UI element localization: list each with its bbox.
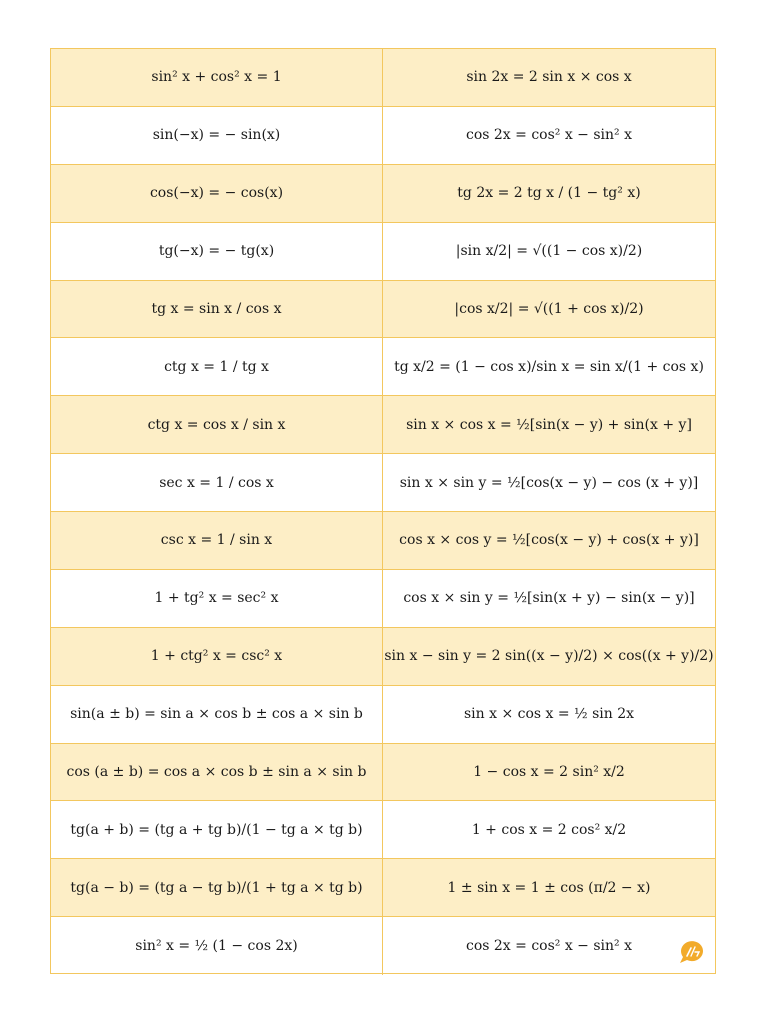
formula-right: 1 ± sin x = 1 ± cos (π/2 − x) — [447, 879, 651, 896]
formula-right: sin x − sin y = 2 sin((x − y)/2) × cos((x + y)/2) — [384, 648, 714, 665]
formula-right: |cos x/2| = √((1 + cos x)/2) — [454, 300, 644, 317]
formula-right: |sin x/2| = √((1 − cos x)/2) — [455, 243, 643, 260]
formula-row — [51, 570, 715, 628]
formula-row — [51, 281, 715, 339]
formula-left: tg x = sin x / cos x — [51, 281, 383, 338]
formula-left: sec x = 1 / cos x — [51, 454, 383, 511]
formula-right: sin 2x = 2 sin x × cos x — [466, 69, 632, 86]
formula-left: 1 + tg² x = sec² x — [51, 570, 383, 627]
formula-row — [51, 107, 715, 165]
formula-row — [51, 686, 715, 744]
formula-row — [51, 628, 715, 686]
formula-table — [50, 48, 716, 974]
formula-row — [51, 801, 715, 859]
formula-right: tg x/2 = (1 − cos x)/sin x = sin x/(1 + cos x) — [394, 358, 704, 375]
formula-right: cos 2x = cos² x − sin² x — [465, 938, 633, 955]
formula-right: 1 + cos x = 2 cos² x/2 — [471, 821, 627, 838]
formula-row — [51, 49, 715, 107]
formula-row — [51, 165, 715, 223]
formula-right: sin x × cos x = ½[sin(x − y) + sin(x + y] — [406, 416, 692, 433]
formula-row — [51, 859, 715, 917]
formula-left: sin² x + cos² x = 1 — [51, 49, 383, 106]
formula-right: cos 2x = cos² x − sin² x — [465, 127, 633, 144]
formula-left: ctg x = cos x / sin x — [51, 396, 383, 453]
formula-left: tg(−x) = − tg(x) — [51, 223, 383, 280]
formula-row — [51, 454, 715, 512]
brand-logo-icon — [678, 940, 707, 964]
formula-right: sin x × sin y = ½[cos(x − y) − cos (x + y)] — [399, 474, 699, 491]
formula-right: cos x × cos y = ½[cos(x − y) + cos(x + y)] — [399, 532, 699, 549]
formula-row — [51, 396, 715, 454]
formula-left: sin² x = ½ (1 − cos 2x) — [51, 917, 383, 975]
formula-right: 1 − cos x = 2 sin² x/2 — [473, 763, 625, 780]
formula-left: sin(a ± b) = sin a × cos b ± cos a × sin b — [51, 686, 383, 743]
formula-row — [51, 744, 715, 802]
formula-row — [51, 512, 715, 570]
formula-right: cos x × sin y = ½[sin(x + y) − sin(x − y)] — [403, 590, 695, 607]
formula-left: cos(−x) = − cos(x) — [51, 165, 383, 222]
formula-right: tg 2x = 2 tg x / (1 − tg² x) — [457, 185, 641, 202]
formula-left: 1 + ctg² x = csc² x — [51, 628, 383, 685]
formula-row — [51, 223, 715, 281]
formula-left: sin(−x) = − sin(x) — [51, 107, 383, 164]
formula-left: tg(a + b) = (tg a + tg b)/(1 − tg a × tg b) — [51, 801, 383, 858]
formula-row — [51, 917, 715, 975]
formula-left: tg(a − b) = (tg a − tg b)/(1 + tg a × tg b) — [51, 859, 383, 916]
formula-left: ctg x = 1 / tg x — [51, 338, 383, 395]
formula-row — [51, 338, 715, 396]
formula-right: sin x × cos x = ½ sin 2x — [463, 706, 635, 723]
formula-left: csc x = 1 / sin x — [51, 512, 383, 569]
formula-left: cos (a ± b) = cos a × cos b ± sin a × sin b — [51, 744, 383, 801]
